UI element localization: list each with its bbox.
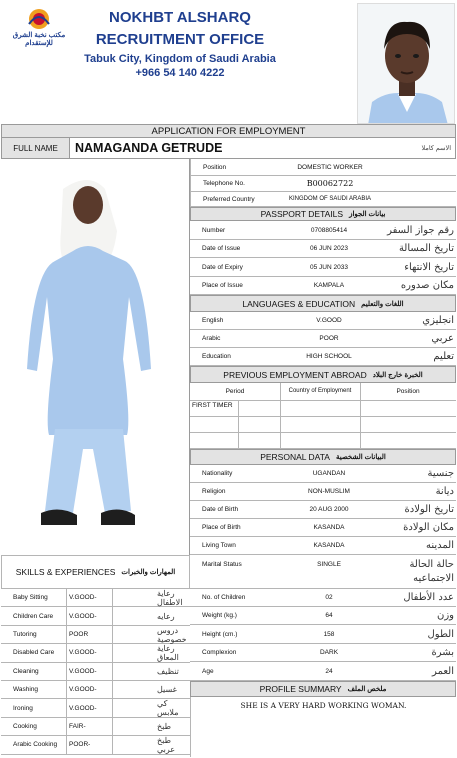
skill-label: Washing: [13, 686, 39, 694]
skill-level: V.GOOD-: [69, 612, 97, 620]
skill-row: [1, 589, 190, 607]
education-label: Education: [202, 353, 231, 360]
telephone-row: [190, 176, 456, 192]
skill-arabic: طبخ عربي: [157, 735, 176, 754]
marital-status-value: SINGLE: [317, 561, 341, 568]
skill-row: [1, 644, 190, 662]
skill-row: [1, 718, 190, 736]
skills-title-text: SKILLS & EXPERIENCES: [15, 567, 116, 577]
weight-value: 64: [325, 612, 333, 619]
nationality-value: UGANDAN: [312, 470, 346, 477]
place-of-birth-label: Place of Birth: [202, 524, 241, 531]
previous-employment-table: [190, 383, 456, 449]
place-of-birth-row: [190, 519, 456, 537]
office-name: NOKHBT ALSHARQ: [109, 9, 251, 26]
passport-number-arabic: رقم جواز السفر: [387, 224, 454, 236]
nationality-label: Nationality: [202, 470, 233, 477]
office-phone: +966 54 140 4222: [135, 67, 225, 79]
first-timer: FIRST TIMER: [192, 402, 233, 409]
weight-label: Weight (kg.): [202, 612, 237, 619]
english-arabic: انجليزي: [422, 315, 454, 326]
skills-section-title: [1, 555, 190, 589]
logo-text: مكتب نخبة الشرق للإستقدام: [12, 32, 66, 47]
place-of-birth-value: KASANDA: [313, 524, 345, 531]
skill-arabic: رعاية الاطفال: [157, 588, 183, 607]
weight-arabic: وزن: [436, 610, 454, 621]
passport-title-text: PASSPORT DETAILS: [260, 209, 344, 219]
date-of-birth-arabic: تاريخ الولادة: [404, 504, 454, 515]
preferred-country-row: [190, 192, 456, 207]
skill-arabic: رعاية المعاق: [157, 643, 179, 662]
place-of-issue-arabic: مكان صدوره: [400, 280, 454, 291]
weight-row: [190, 607, 456, 625]
age-label: Age: [202, 667, 214, 675]
height-value: 158: [323, 630, 335, 638]
living-town-label: Living Town: [202, 542, 236, 549]
date-of-issue-label: Date of Issue: [202, 245, 241, 252]
children-label: No. of Children: [202, 594, 246, 601]
position-label: Position: [203, 163, 227, 171]
position-row: [190, 159, 456, 176]
living-town-arabic: المدينه: [425, 540, 454, 551]
arabic-label: Arabic: [202, 335, 221, 342]
skill-arabic: تنظيف: [157, 666, 179, 676]
office-logo: [4, 6, 74, 48]
skill-level: V.GOOD-: [69, 686, 97, 694]
skill-level: FAIR-: [69, 722, 86, 730]
passport-section-title: [190, 207, 456, 221]
skill-level: V.GOOD-: [69, 704, 97, 712]
skill-row: [1, 663, 190, 681]
religion-row: [190, 483, 456, 501]
skill-arabic: كي ملابس: [157, 699, 179, 718]
place-of-issue-value: KAMPALA: [313, 282, 345, 289]
children-value: 02: [325, 594, 333, 601]
col-divider: [360, 383, 361, 449]
marital-status-row: [190, 555, 456, 589]
arabic-arabic: عربي: [431, 333, 454, 344]
age-row: [190, 662, 456, 681]
full-body-photo: [1, 159, 190, 555]
marital-status-arabic: حالة الحالة الاجتماعيه: [409, 558, 454, 584]
place-of-issue-row: [190, 277, 456, 295]
languages-title-text: LANGUAGES & EDUCATION: [242, 298, 356, 309]
telephone-label: Telephone No.: [203, 180, 245, 187]
date-of-birth-value: 20 AUG 2000: [309, 506, 349, 513]
personal-title-arabic: البيانات الشخصية: [335, 454, 386, 461]
date-of-expiry-arabic: تاريخ الانتهاء: [404, 261, 454, 273]
previous-title-text: PREVIOUS EMPLOYMENT ABROAD: [223, 369, 367, 380]
skills-col-divider: [112, 589, 113, 755]
profile-summary-box: [190, 697, 456, 757]
passport-title-arabic: بيانات الجواز: [349, 211, 386, 218]
religion-value: NON-MUSLIM: [308, 488, 350, 495]
profile-summary-title: [190, 681, 456, 697]
skill-row: [1, 626, 190, 644]
col-country: Country of Employment: [288, 388, 352, 394]
skill-label: Children Care: [13, 612, 54, 620]
skill-label: Ironing: [13, 704, 33, 712]
telephone-value: B00062722: [306, 179, 354, 188]
complexion-value: DARK: [319, 649, 339, 656]
languages-section-title: [190, 295, 456, 312]
col-position: Position: [396, 388, 420, 395]
nationality-row: [190, 465, 456, 483]
education-row: [190, 348, 456, 366]
arabic-value: POOR: [319, 335, 339, 342]
skill-row: [1, 681, 190, 699]
passport-number-value: 0708805414: [310, 226, 348, 234]
height-label: Height (cm.): [202, 630, 238, 638]
complexion-label: Complexion: [202, 649, 237, 656]
skills-title-arabic: المهارات والخبرات: [121, 569, 176, 576]
personal-title-text: PERSONAL DATA: [260, 452, 330, 462]
date-of-birth-label: Date of Birth: [202, 506, 239, 513]
religion-arabic: ديانة: [435, 486, 454, 497]
skill-label: Tutoring: [13, 630, 37, 638]
english-label: English: [202, 317, 224, 324]
office-type: RECRUITMENT OFFICE: [95, 31, 265, 48]
headshot-photo: [357, 3, 455, 124]
date-of-birth-row: [190, 501, 456, 519]
preferred-country-label: Preferred Country: [203, 195, 255, 203]
date-of-issue-row: [190, 240, 456, 258]
nationality-arabic: جنسية: [427, 468, 454, 479]
col-divider: [280, 383, 281, 449]
skill-label: Arabic Cooking: [13, 741, 58, 749]
row-divider: [190, 416, 456, 417]
education-arabic: تعليم: [433, 351, 454, 362]
skill-arabic: دروس خصوصية: [157, 625, 187, 644]
education-value: HIGH SCHOOL: [306, 353, 352, 360]
full-name-arabic: الاسم كاملا: [421, 145, 451, 152]
living-town-value: KASANDA: [313, 542, 345, 549]
personal-data-title: [190, 449, 456, 465]
complexion-row: [190, 644, 456, 662]
place-of-birth-arabic: مكان الولادة: [403, 522, 454, 533]
date-of-expiry-value: 05 JUN 2033: [310, 263, 348, 271]
col-period: Period: [225, 388, 245, 395]
skill-label: Cleaning: [13, 667, 39, 675]
passport-number-row: [190, 221, 456, 240]
row-divider: [190, 432, 456, 433]
marital-status-label: Marital Status: [202, 561, 242, 568]
skill-level: V.GOOD-: [69, 649, 97, 657]
full-name-label: FULL NAME: [2, 138, 70, 158]
age-value: 24: [325, 667, 333, 675]
children-row: [190, 589, 456, 607]
english-row: [190, 312, 456, 330]
form-title-text: APPLICATION FOR EMPLOYMENT: [151, 125, 306, 137]
profile-title-text: PROFILE SUMMARY: [259, 684, 342, 694]
living-town-row: [190, 537, 456, 555]
english-value: V.GOOD: [316, 317, 342, 324]
profile-summary-text: SHE IS A VERY HARD WORKING WOMAN.: [240, 701, 407, 710]
children-arabic: عدد الأطفال: [403, 592, 454, 603]
col-divider: [238, 400, 239, 448]
skill-arabic: غسيل: [157, 685, 177, 695]
skill-row: [1, 699, 190, 717]
skill-level: POOR: [69, 630, 89, 638]
place-of-issue-label: Place of Issue: [202, 282, 243, 289]
preferred-country-value: KINGDOM OF SAUDI ARABIA: [288, 196, 371, 202]
passport-number-label: Number: [202, 226, 226, 234]
skill-level: POOR-: [69, 741, 91, 749]
skill-level: V.GOOD-: [69, 667, 97, 675]
height-row: [190, 625, 456, 644]
age-arabic: العمر: [432, 665, 454, 677]
height-arabic: الطول: [427, 628, 454, 640]
arabic-row: [190, 330, 456, 348]
row-divider: [190, 400, 456, 401]
date-of-expiry-label: Date of Expiry: [202, 263, 243, 271]
skill-row: [1, 607, 190, 625]
skill-label: Cooking: [13, 722, 37, 730]
religion-label: Religion: [202, 488, 226, 495]
date-of-issue-arabic: تاريخ المسالة: [398, 243, 454, 254]
skill-arabic: رعايه: [157, 611, 175, 621]
languages-title-arabic: اللغات والتعليم: [361, 300, 404, 308]
skill-label: Disabled Care: [13, 649, 55, 657]
date-of-expiry-row: [190, 258, 456, 277]
previous-title-arabic: الخبرة خارج البلاد: [372, 371, 423, 379]
skill-row: [1, 736, 190, 754]
full-name-row: [1, 138, 456, 159]
full-name-value: NAMAGANDA GETRUDE: [75, 141, 223, 155]
office-location: Tabuk City, Kingdom of Saudi Arabia: [84, 53, 276, 65]
skill-level: V.GOOD-: [69, 594, 97, 602]
complexion-arabic: بشرة: [431, 647, 454, 658]
skill-arabic: طبخ: [157, 721, 171, 731]
skill-label: Baby Sitting: [13, 594, 48, 602]
date-of-issue-value: 06 JUN 2023: [310, 245, 348, 252]
position-value: DOMESTIC WORKER: [297, 163, 363, 171]
previous-employment-title: [190, 366, 456, 383]
skills-col-divider: [66, 589, 67, 755]
profile-title-arabic: ملخص الملف: [347, 686, 387, 693]
form-title: [1, 124, 456, 138]
